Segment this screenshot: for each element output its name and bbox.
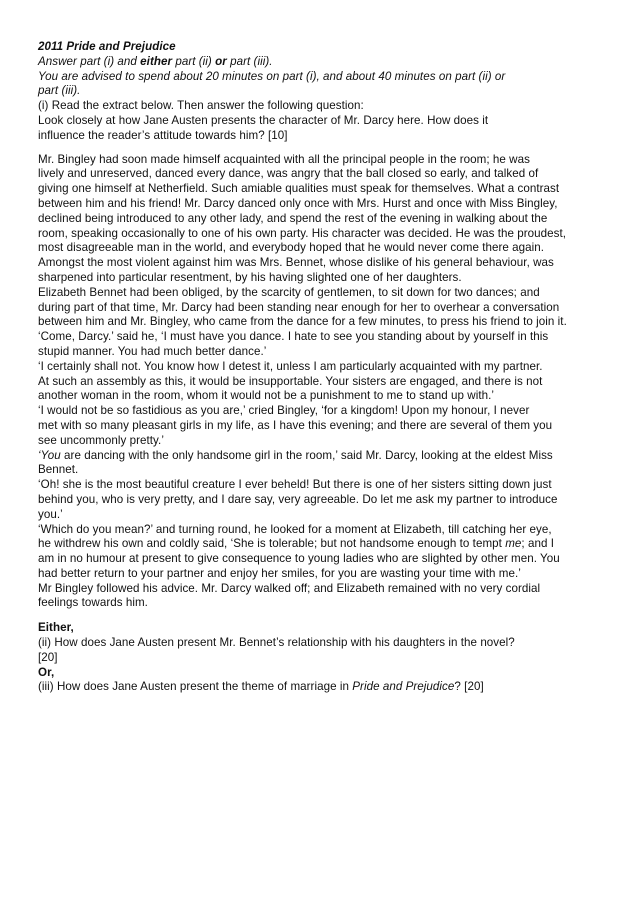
extract-line: between him and his friend! Mr. Darcy danced only once with Mrs. Hurst and once with Miss Bingley, xyxy=(38,196,558,210)
extract-line: you.’ xyxy=(38,507,63,521)
instruction-line-1 xyxy=(38,55,606,70)
extract-line: lively and unreserved, danced every dance, was angry that the ball closed so early, and talked of xyxy=(38,167,539,181)
question-1-line-1: (i) Read the extract below. Then answer the following question: xyxy=(38,99,364,113)
instruction-text: Answer part (i) and xyxy=(38,54,141,68)
extract-line: sharpened into particular resentment, by his having slighted one of her daughters. xyxy=(38,270,462,284)
extract-line: am in no humour at present to give consequence to young ladies who are slighted by other men. You xyxy=(38,552,560,566)
extract-line: during part of that time, Mr. Darcy had been standing near enough for her to overhear a conversation xyxy=(38,300,560,314)
question-3-marks: ? [20] xyxy=(454,680,484,694)
extract-line: see uncommonly pretty.’ xyxy=(38,433,164,447)
exam-title: 2011 Pride and Prejudice xyxy=(38,40,176,53)
extract-line: Bennet. xyxy=(38,463,79,477)
extract-line: ‘Oh! she is the most beautiful creature I ever beheld! But there is one of her sisters sitting down just xyxy=(38,478,552,492)
extract-line: most disagreeable man in the world, and everybody hoped that he would never come there again. xyxy=(38,241,545,255)
extract-italic-you: ‘You xyxy=(38,448,61,462)
extract-line: Mr. Bingley had soon made himself acquainted with all the principal people in the room; he was xyxy=(38,152,530,166)
question-3 xyxy=(38,680,606,695)
extract-line: between him and Mr. Bingley, who came from the dance for a few minutes, to press his friend to join it. xyxy=(38,315,567,329)
instruction-text: part (iii). xyxy=(226,54,273,68)
either-heading: Either, xyxy=(38,621,74,635)
or-heading: Or, xyxy=(38,665,55,679)
extract-line: ‘I certainly shall not. You know how I detest it, unless I am particularly acquainted with my partner. xyxy=(38,359,543,373)
extract-line: behind you, who is very pretty, and I dare say, very agreeable. Do let me ask my partner to introduce xyxy=(38,492,558,506)
instruction-or: or xyxy=(215,54,227,68)
question-1-line-2: Look closely at how Jane Austen presents the character of Mr. Darcy here. How does it xyxy=(38,113,489,127)
extract-line xyxy=(38,449,606,464)
extract-line: room, speaking occasionally to one of his own party. His character was decided. He was the proudest, xyxy=(38,226,567,240)
instruction-line-2: You are advised to spend about 20 minutes on part (i), and about 40 minutes on part (ii) or xyxy=(38,69,506,83)
extract-line: ‘I would not be so fastidious as you are,’ cried Bingley, ‘for a kingdom! Upon my honour, I never xyxy=(38,404,530,418)
question-1-line-3: influence the reader’s attitude towards him? [10] xyxy=(38,128,288,142)
question-3-text: (iii) How does Jane Austen present the theme of marriage in xyxy=(38,680,353,694)
extract-text: he withdrew his own and coldly said, ‘She is tolerable; but not handsome enough to tempt xyxy=(38,537,506,551)
extract-text: are dancing with the only handsome girl in the room,’ said Mr. Darcy, looking at the eldest Miss xyxy=(60,448,553,462)
novel-title: Pride and Prejudice xyxy=(352,680,455,694)
extract-line: Amongst the most violent against him was Mrs. Bennet, whose dislike of his general behaviour, was xyxy=(38,256,554,270)
instruction-either: either xyxy=(140,54,173,68)
instruction-text: part (ii) xyxy=(172,54,216,68)
extract-passage xyxy=(38,153,606,612)
instruction-line-3: part (iii). xyxy=(38,84,81,98)
extract-line: another woman in the room, whom it would not be a punishment to me to stand up with.’ xyxy=(38,389,495,403)
spacer xyxy=(38,144,606,153)
extract-italic-me: me xyxy=(505,537,522,551)
exam-page xyxy=(38,40,606,695)
extract-line: stupid manner. You had much better dance.’ xyxy=(38,344,267,358)
extract-line: ‘Come, Darcy.’ said he, ‘I must have you dance. I hate to see you standing about by yourself in this xyxy=(38,330,549,344)
extract-line: Mr Bingley followed his advice. Mr. Darcy walked off; and Elizabeth remained with no very cordial xyxy=(38,581,541,595)
extract-line: giving one himself at Netherfield. Such amiable qualities must speak for themselves. What a contrast xyxy=(38,182,560,196)
extract-line: feelings towards him. xyxy=(38,596,148,610)
extract-line: declined being introduced to any other lady, and spend the rest of the evening in walking about the xyxy=(38,211,548,225)
question-2-line-2: [20] xyxy=(38,650,58,664)
question-2-line-1: (ii) How does Jane Austen present Mr. Bennet’s relationship with his daughters in the novel? xyxy=(38,636,515,650)
extract-line: Elizabeth Bennet had been obliged, by the scarcity of gentlemen, to sit down for two dances; and xyxy=(38,285,540,299)
extract-line: had better return to your partner and enjoy her smiles, for you are wasting your time with me.’ xyxy=(38,566,521,580)
extract-text: ; and I xyxy=(521,537,554,551)
extract-line: ‘Which do you mean?’ and turning round, he looked for a moment at Elizabeth, till catching her eye, xyxy=(38,522,552,536)
extract-line: met with so many pleasant girls in my life, as I have this evening; and there are several of them you xyxy=(38,418,553,432)
spacer xyxy=(38,611,606,621)
extract-line xyxy=(38,537,606,552)
extract-line: At such an assembly as this, it would be insupportable. Your sisters are engaged, and there is not xyxy=(38,374,543,388)
